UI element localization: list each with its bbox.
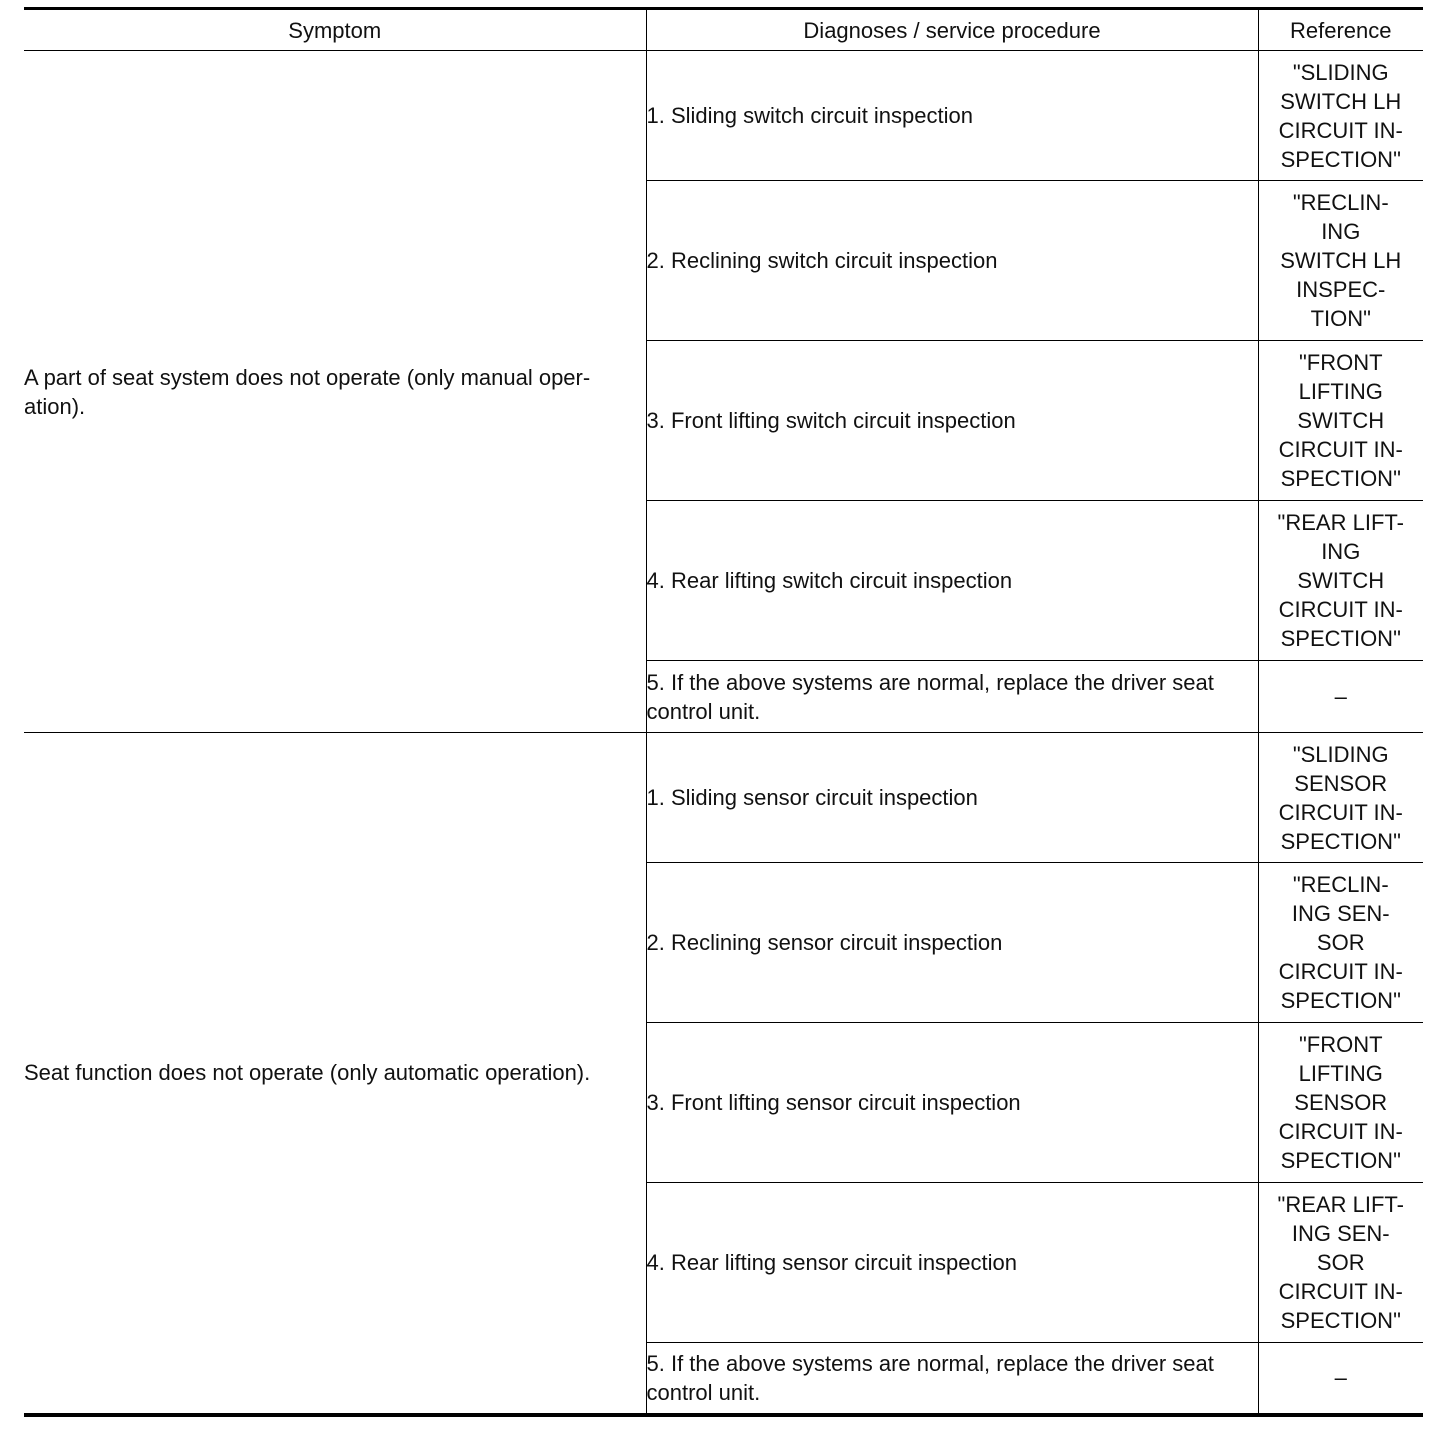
reference-line: SOR [1316,930,1365,955]
reference-line: "FRONT [1298,1032,1383,1057]
reference-cell [1258,181,1423,341]
reference-cell [1258,501,1423,661]
procedure-cell: 3. Front lifting sensor circuit inspection [646,1023,1258,1183]
procedure-cell: 2. Reclining switch circuit inspection [646,181,1258,341]
header-procedure: Diagnoses / service procedure [646,9,1258,51]
procedure-cell: 4. Rear lifting switch circuit inspection [646,501,1258,661]
reference-line: ING [1321,539,1361,564]
reference-line: SPECTION" [1280,626,1401,651]
reference-line: ING [1321,219,1361,244]
reference-line: – [1334,1365,1347,1391]
reference-line: LIFTING [1298,1061,1383,1086]
symptom-line: Seat function does not operate (only automatic operation). [24,1060,591,1086]
reference-line: "SLIDING [1292,741,1389,767]
reference-line: "REAR LIFT- [1277,510,1404,535]
reference-line: SWITCH [1297,408,1385,433]
header-symptom: Symptom [24,9,646,51]
procedure-cell: 2. Reclining sensor circuit inspection [646,863,1258,1023]
reference-line: CIRCUIT IN- [1278,437,1403,462]
reference-line: "RECLIN- [1292,190,1389,215]
procedure-cell: 4. Rear lifting sensor circuit inspection [646,1183,1258,1343]
reference-line: "RECLIN- [1292,872,1389,897]
reference-line: SOR [1316,1250,1365,1275]
procedure-cell: 1. Sliding sensor circuit inspection [646,733,1258,863]
symptom-cell [24,51,646,733]
reference-cell [1258,863,1423,1023]
symptom-line: A part of seat system does not operate (only manual oper- [24,364,591,390]
reference-line: LIFTING [1298,379,1383,404]
reference-line: – [1334,684,1347,709]
table-row [24,51,1423,181]
reference-cell [1258,733,1423,863]
reference-line: SPECTION" [1280,828,1401,854]
reference-line: CIRCUIT IN- [1278,117,1403,143]
table-body [24,51,1423,1415]
reference-line: CIRCUIT IN- [1278,1279,1403,1304]
reference-line: ING SEN- [1291,1221,1390,1246]
reference-line: SWITCH LH [1280,88,1402,114]
reference-cell [1258,1183,1423,1343]
reference-cell [1258,341,1423,501]
reference-line: INSPEC- [1296,277,1386,302]
reference-line: SPECTION" [1280,1148,1401,1173]
reference-line: "SLIDING [1292,59,1389,85]
procedure-cell: 3. Front lifting switch circuit inspection [646,341,1258,501]
reference-line: SENSOR [1294,770,1388,796]
diagnosis-table [24,7,1423,1417]
table-row [24,733,1423,863]
reference-line: CIRCUIT IN- [1278,597,1403,622]
reference-line: SPECTION" [1280,466,1401,491]
reference-cell [1258,1023,1423,1183]
reference-line: ING SEN- [1291,901,1390,926]
reference-line: CIRCUIT IN- [1278,799,1403,825]
symptom-line: ation). [24,393,86,419]
reference-line: SENSOR [1294,1090,1388,1115]
procedure-cell: 5. If the above systems are normal, replace the driver seat control unit. [646,661,1258,733]
reference-line: SPECTION" [1280,1308,1401,1333]
procedure-cell: 5. If the above systems are normal, replace the driver seat control unit. [646,1343,1258,1415]
symptom-cell [24,733,646,1415]
reference-line: SWITCH [1297,568,1385,593]
reference-line: SPECTION" [1280,988,1401,1013]
reference-line: TION" [1310,306,1371,331]
reference-line: CIRCUIT IN- [1278,1119,1403,1144]
reference-cell [1258,51,1423,181]
reference-cell [1258,1343,1423,1415]
header-reference: Reference [1258,9,1423,51]
header-row [24,9,1423,51]
reference-line: SWITCH LH [1280,248,1402,273]
reference-line: "FRONT [1298,350,1383,375]
procedure-cell: 1. Sliding switch circuit inspection [646,51,1258,181]
reference-line: SPECTION" [1280,146,1401,172]
reference-cell [1258,661,1423,733]
reference-line: CIRCUIT IN- [1278,959,1403,984]
reference-line: "REAR LIFT- [1277,1192,1404,1217]
